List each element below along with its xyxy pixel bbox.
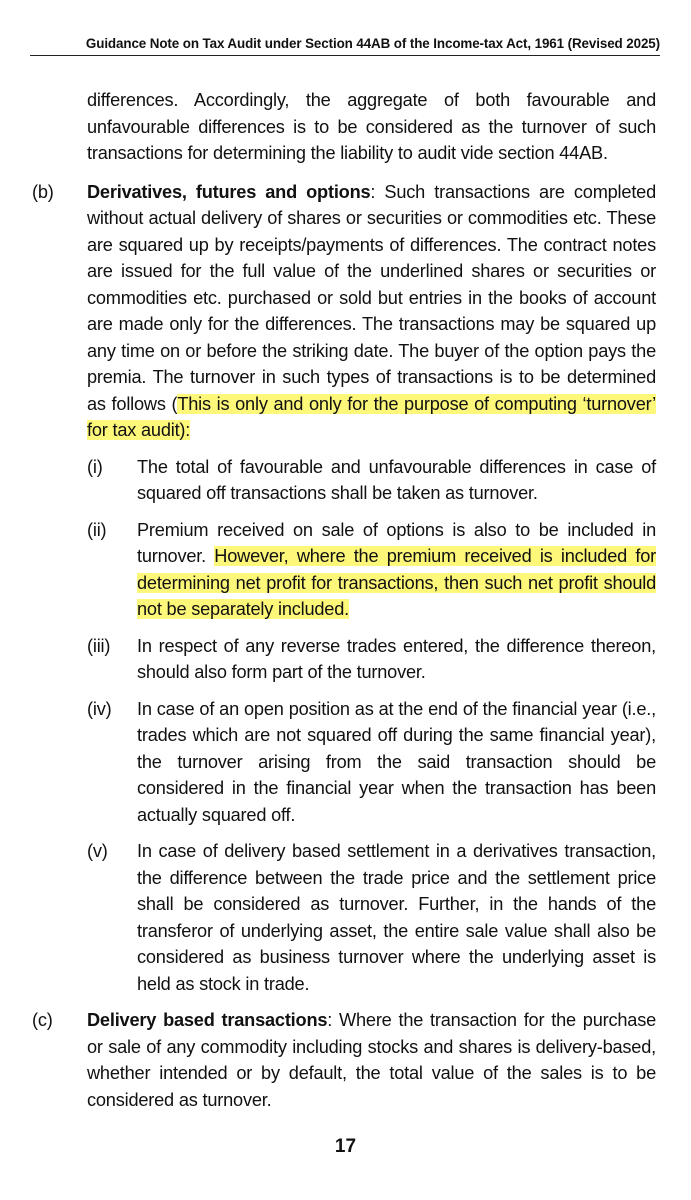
intro-text: differences. Accordingly, the aggregate of both favourable and unfavourable differences is to be considered as the turnover of such transactions for determining the liability to audit vide section 44AB. (87, 90, 656, 163)
subitem-label: (ii) (87, 519, 107, 540)
item-b-title: Derivatives, futures and options (87, 181, 371, 202)
subitem-highlight: However, where the premium received is included for determining net profit for transactions, then such net profit should not be separately included. (137, 546, 656, 619)
subitem-text: In respect of any reverse trades entered, the difference thereon, should also form part of the turnover. (137, 635, 656, 682)
item-c-label: (c) (32, 1010, 53, 1030)
subitem-label: (iv) (87, 698, 112, 719)
item-b (32, 179, 656, 444)
intro-paragraph (32, 87, 656, 167)
subitem-iii (87, 633, 656, 686)
subitem-iv (87, 696, 656, 829)
subitem-body (137, 517, 656, 623)
subitem-text: In case of an open position as at the end of the financial year (i.e., trades which are not squared off during the same financial year), the turnover arising from the said transaction should be considered in the financial year when the transaction has been actually squared off. (137, 698, 656, 825)
subitem-label: (iii) (87, 635, 111, 656)
subitem-text: Premium received on sale of options is also to be included in turnover. (137, 519, 656, 566)
item-b-body (87, 179, 656, 444)
item-b-label: (b) (32, 181, 54, 202)
subitem-body (137, 454, 656, 507)
running-header: Guidance Note on Tax Audit under Section 44AB of the Income-tax Act, 1961 (Revised 2025) (30, 36, 660, 56)
item-c-title: Delivery based transactions (87, 1010, 328, 1030)
page-number: 17 (334, 1136, 357, 1157)
item-c-body (87, 1007, 656, 1113)
subitem-ii (87, 517, 656, 623)
item-c-text: : Where the transaction for the purchase or sale of any commodity including stocks and shares is delivery-based, whether intended or by default, the total value of the sales is to be considered as turnover. (87, 1010, 657, 1110)
subitem-body (137, 633, 656, 686)
subitem-v (87, 838, 656, 997)
item-b-text: : Such transactions are completed without actual delivery of shares or securities or commodities etc. These are squared up by receipts/payments of differences. The contract notes are issued for the full value of the underlined shares or securities or commodities etc. purchased or sold but entries in the books of account are made only for the differences. The transactions may be squared up any time on or before the striking date. The buyer of the option pays the premia. The turnover in such types of transactions is to be determined as follows ( (87, 181, 656, 414)
subitem-i (87, 454, 656, 507)
item-b-highlight: This is only and only for the purpose of computing ‘turnover’ for tax audit): (87, 393, 656, 440)
subitem-label: (i) (87, 456, 103, 477)
subitem-body (137, 838, 656, 997)
item-c (32, 1007, 656, 1113)
subitem-label: (v) (87, 841, 108, 861)
subitem-text: In case of delivery based settlement in a derivatives transaction, the difference between the trade price and the settlement price shall be considered as turnover. Further, in the hands of the transferor of underlying asset, the entire sale value shall also be considered as business turnover where the underlying asset is held as stock in trade. (137, 841, 656, 994)
page-body (32, 87, 656, 1113)
subitem-body (137, 696, 656, 829)
subitem-text: The total of favourable and unfavourable differences in case of squared off transactions shall be taken as turnover. (137, 456, 656, 503)
